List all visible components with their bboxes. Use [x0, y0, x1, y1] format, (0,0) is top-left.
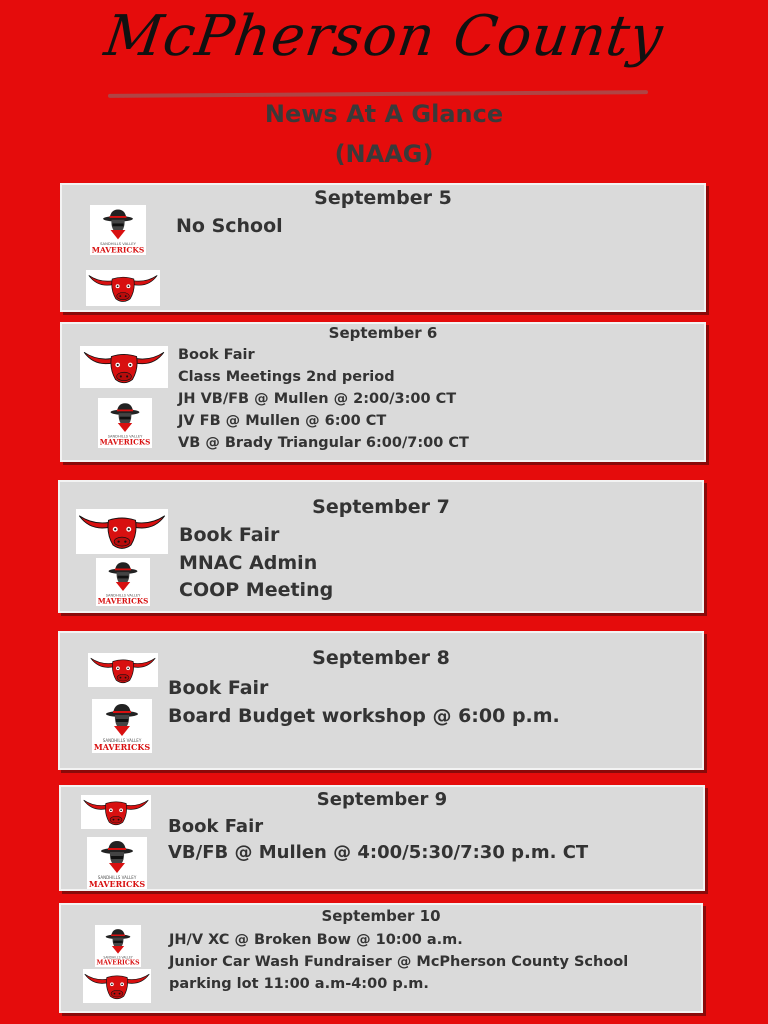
day-card-sep-8 [58, 631, 704, 770]
event-item: Book Fair [168, 677, 269, 699]
longhorn-bull-logo-icon [86, 270, 160, 306]
event-item: VB/FB @ Mullen @ 4:00/5:30/7:30 p.m. CT [168, 842, 589, 863]
event-item: Board Budget workshop @ 6:00 p.m. [168, 705, 560, 727]
day-events [168, 814, 588, 866]
longhorn-bull-logo-icon [88, 653, 158, 687]
title-underline [108, 90, 648, 98]
event-item: Book Fair [178, 347, 255, 363]
page-subtitle: News At A Glance [264, 100, 504, 128]
cowboy-mavericks-logo-icon [96, 558, 150, 606]
svg-text:MAVERICKS: MAVERICKS [91, 245, 145, 255]
day-card-sep-9 [59, 785, 705, 891]
event-item: parking lot 11:00 a.m-4:00 p.m. [169, 976, 429, 992]
event-item: Class Meetings 2nd period [178, 369, 395, 385]
page-title: McPherson County [100, 4, 668, 69]
event-item: Book Fair [179, 524, 280, 546]
svg-text:SANDHILLS VALLEY: SANDHILLS VALLEY [102, 738, 142, 743]
day-date: September 10 [321, 907, 441, 925]
svg-text:SANDHILLS VALLEY: SANDHILLS VALLEY [97, 875, 137, 880]
page-subtitle-abbr: (NAAG) [334, 140, 434, 168]
longhorn-bull-logo-icon [83, 969, 151, 1003]
svg-text:SANDHILLS VALLEY: SANDHILLS VALLEY [100, 241, 136, 246]
event-item: MNAC Admin [179, 551, 318, 574]
cowboy-mavericks-logo-icon [87, 837, 147, 889]
event-item: JV FB @ Mullen @ 6:00 CT [178, 413, 387, 429]
event-item: COOP Meeting [179, 579, 334, 601]
cowboy-mavericks-logo-icon [98, 398, 152, 448]
cowboy-mavericks-logo-icon [90, 205, 146, 255]
day-events [179, 522, 333, 605]
day-events [176, 213, 283, 239]
cowboy-mavericks-logo-icon [95, 925, 141, 967]
day-card-sep-5 [60, 183, 706, 312]
svg-text:MAVERICKS: MAVERICKS [96, 959, 140, 967]
day-date: September 7 [312, 496, 450, 518]
svg-text:SANDHILLS VALLEY: SANDHILLS VALLEY [107, 434, 143, 439]
day-events [169, 929, 628, 995]
longhorn-bull-logo-icon [80, 346, 168, 388]
event-item: Book Fair [168, 816, 264, 837]
longhorn-bull-logo-icon [81, 795, 151, 829]
day-card-sep-7 [58, 480, 704, 613]
svg-text:SANDHILLS VALLEY: SANDHILLS VALLEY [105, 593, 141, 598]
svg-text:MAVERICKS: MAVERICKS [99, 437, 151, 447]
day-events [178, 344, 469, 454]
day-date: September 5 [314, 187, 452, 209]
svg-text:MAVERICKS: MAVERICKS [93, 742, 151, 752]
event-item: Junior Car Wash Fundraiser @ McPherson County School [169, 954, 629, 970]
day-events [168, 674, 560, 730]
svg-text:SANDHILLS VALLEY: SANDHILLS VALLEY [103, 955, 133, 960]
day-date: September 9 [316, 789, 448, 810]
day-card-sep-10 [59, 903, 703, 1013]
day-date: September 6 [328, 324, 438, 342]
svg-text:MAVERICKS: MAVERICKS [97, 596, 149, 606]
event-item: JH/V XC @ Broken Bow @ 10:00 a.m. [169, 932, 463, 948]
event-item: VB @ Brady Triangular 6:00/7:00 CT [178, 435, 469, 451]
event-item: No School [176, 215, 283, 237]
event-item: JH VB/FB @ Mullen @ 2:00/3:00 CT [178, 391, 457, 407]
longhorn-bull-logo-icon [76, 509, 168, 554]
svg-text:MAVERICKS: MAVERICKS [88, 879, 146, 889]
day-date: September 8 [312, 647, 450, 669]
cowboy-mavericks-logo-icon [92, 699, 152, 753]
day-card-sep-6 [60, 322, 706, 462]
